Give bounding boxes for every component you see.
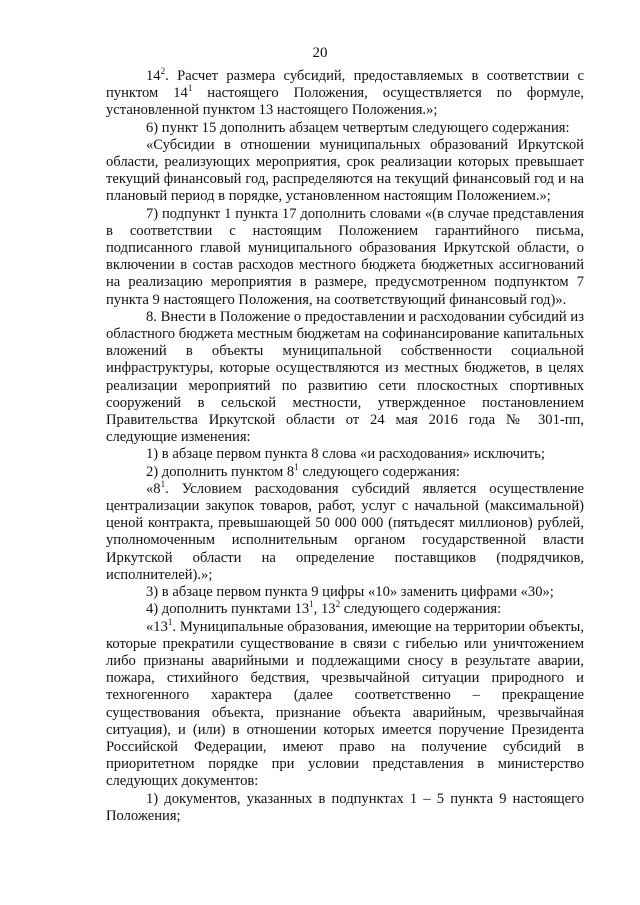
paragraph: [106, 478, 584, 584]
paragraph-text: 2) дополнить пунктом 8: [146, 463, 295, 480]
page-number: 20: [312, 45, 328, 61]
paragraph-text: 6) пункт 15 дополнить абзацем четвертым следующего содержания:: [146, 119, 570, 136]
superscript: 2: [335, 599, 341, 610]
paragraph-text: настоящего Положения, осуществляется по формуле, установленной пунктом 13 настоящего Положения.»;: [106, 85, 585, 119]
paragraph-text: «13: [146, 618, 168, 635]
paragraph: [106, 616, 584, 791]
paragraph: [106, 137, 584, 206]
superscript: 1: [309, 599, 314, 610]
superscript: 1: [160, 478, 166, 489]
paragraph-text: «Субсидии в отношении муниципальных образований Иркутской области, реализующих мероприятия, срок реализации которых превышает текущий финансовый год, распределяются на текущий финансовый год и на плановый период в порядке, установленном настоящим Положением.»;: [106, 136, 584, 205]
superscript: 1: [167, 616, 173, 627]
paragraph: [106, 461, 584, 481]
paragraph-text: . Расчет размера субсидий, предоставляемых в соответствии с пунктом 14: [106, 68, 584, 102]
paragraph-text: , 13: [313, 601, 336, 618]
paragraph: [106, 309, 584, 447]
paragraph-text: «8: [146, 480, 161, 497]
paragraph: [106, 601, 584, 618]
paragraph-text: 4) дополнить пунктами 13: [146, 601, 310, 618]
paragraph-text: 1) документов, указанных в подпунктах 1 – 5 пункта 9 настоящего Положения;: [106, 790, 584, 824]
superscript: 1: [187, 83, 193, 94]
superscript: 1: [294, 461, 299, 472]
paragraph-text: 7) подпункт 1 пункта 17 дополнить словами «(в случае представления в соответствии с настоящим Положением гарантийного письма, подписанного главой муниципального образования Иркутской области, о включении в состав расходов местного бюджета бюджетных ассигнований на реализацию мероприятия в размере, предусмотренном подпунктом 7 пункта 9 настоящего Положения, на соответствующий финансовый год)».: [106, 205, 584, 308]
paragraph: [106, 791, 584, 825]
paragraph-text: 3) в абзаце первом пункта 9 цифры «10» заменить цифрами «30»;: [146, 584, 554, 601]
paragraph-text: 1) в абзаце первом пункта 8 слова «и расходования» исключить;: [146, 446, 545, 463]
paragraph-text: 14: [146, 68, 161, 84]
paragraph: [106, 206, 584, 309]
paragraph-text: следующего содержания:: [298, 463, 460, 480]
paragraph-text: следующего содержания:: [340, 601, 502, 618]
paragraph: [106, 120, 584, 137]
paragraph-text: . Муниципальные образования, имеющие на территории объекты, которые прекратили существование в связи с гибелью или уничтожением либо признаны аварийными и подлежащими сносу в результате аварии, пожара, стихийного бедствия, чрезвычайной ситуации природного и техногенного характера (далее соответственно – прекращение существования объекта, признание объекта аварийным, чрезвычайная ситуация), и (или) в отношении которых имеется поручение Президента Российской Федерации, имеют право на получение субсидий в приоритетном порядке при условии представления в министерство следующих документов:: [106, 618, 584, 790]
paragraph: [106, 446, 584, 463]
paragraph-text: . Условием расходования субсидий является осуществление централизации закупок товаров, работ, услуг с начальной (максимальной) ценой контракта, превышающей 50 000 000 (пятьдесят миллионов) рублей, уполномоченным исполнительным органом государственной власти Иркутской области на определение поставщиков (подрядчиков, исполнителей).»;: [106, 480, 584, 583]
superscript: 2: [160, 66, 166, 76]
paragraph: [106, 68, 584, 120]
paragraph-text: 8. Внести в Положение о предоставлении и расходовании субсидий из областного бюджета местным бюджетам на софинансирование капитальных вложений в объекты муниципальной собственности социальной инфраструктуры, которые осуществляются из местных бюджетов, в целях реализации мероприятий по развитию сети плоскостных спортивных сооружений в сельской местности, утвержденное постановлением Правительства Иркутской области от 24 мая 2016 года № 301-пп, следующие изменения:: [106, 308, 584, 446]
document-body: [106, 68, 584, 825]
paragraph: [106, 584, 584, 601]
